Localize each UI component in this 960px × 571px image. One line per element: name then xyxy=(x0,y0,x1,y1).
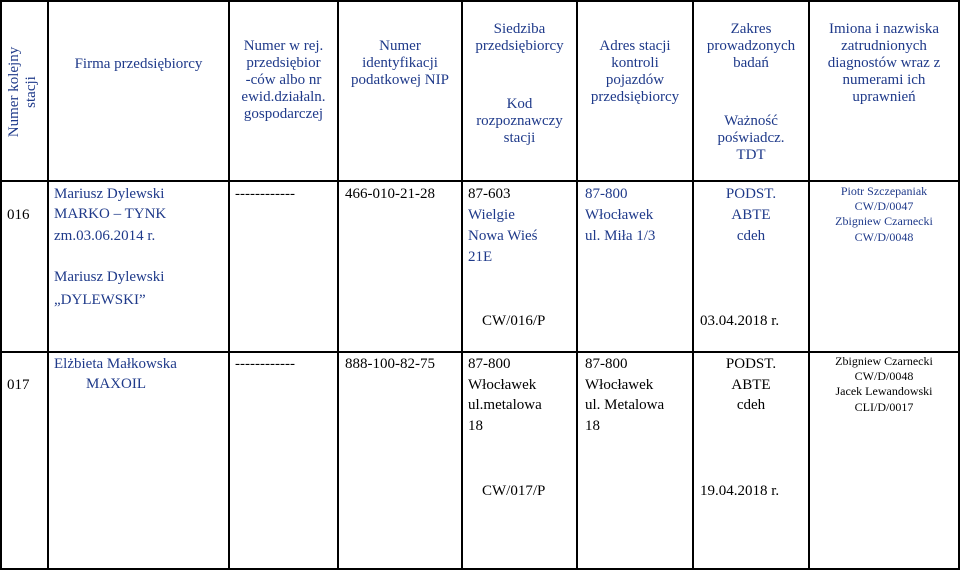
row-017-siedziba-2: Włocławek xyxy=(468,377,537,393)
row-016-adres-2: Włocławek xyxy=(585,207,654,223)
row-016-zakres-3: cdeh xyxy=(736,228,766,244)
row-017-nr: 017 xyxy=(7,377,30,393)
header-nr-rej: Numer w rej. przedsiębior -ców albo nr ewid.działaln. gospodarczej xyxy=(241,38,326,122)
row-016-adres-1: 87-800 xyxy=(585,186,628,202)
row-017-adres-3: ul. Metalowa xyxy=(585,397,665,413)
row-016-adres-3: ul. Miła 1/3 xyxy=(585,228,656,244)
row-016-siedziba-2: Wielgie xyxy=(468,207,515,223)
row-016-diag-2: CW/D/0047 xyxy=(854,199,914,213)
row-017-zakres-1: PODST. xyxy=(725,356,777,372)
row-016-siedziba-1: 87-603 xyxy=(468,186,511,202)
row-016-nr: 016 xyxy=(7,207,30,223)
row-017-adres-1: 87-800 xyxy=(585,356,628,372)
row-017-firma-1: Elżbieta Małkowska xyxy=(54,356,177,372)
row-017-firma-2: MAXOIL xyxy=(86,376,146,392)
header-adres: Adres stacji kontroli pojazdów przedsiębiorcy xyxy=(590,38,680,105)
row-017-diag-4: CLI/D/0017 xyxy=(854,400,914,414)
row-016-firma-4: Mariusz Dylewski xyxy=(54,269,165,285)
row-016-diag-1: Piotr Szczepaniak xyxy=(840,184,928,198)
row-016-zakres-1: PODST. xyxy=(725,186,777,202)
row-016-diag-3: Zbigniew Czarnecki xyxy=(835,214,933,228)
row-016-firma-5: „DYLEWSKI” xyxy=(54,292,146,308)
row-017-siedziba-4: 18 xyxy=(468,418,483,434)
header-nip: Numer identyfikacji podatkowej NIP xyxy=(351,38,449,88)
row-017-zakres-2: ABTE xyxy=(731,377,771,393)
row-016-zakres-2: ABTE xyxy=(731,207,771,223)
row-016-nr-rej: ------------ xyxy=(235,186,295,202)
header-waznosc: Ważność poświadcz. TDT xyxy=(717,113,785,163)
row-017-zakres-3: cdeh xyxy=(736,397,766,413)
row-017-adres-4: 18 xyxy=(585,418,600,434)
row-017-diag-1: Zbigniew Czarnecki xyxy=(835,354,933,368)
header-zakres: Zakres prowadzonych badań xyxy=(706,21,796,71)
row-017-nr-rej: ------------ xyxy=(235,356,295,372)
header-kod: Kod rozpoznawczy stacji xyxy=(476,96,563,146)
row-017-adres-2: Włocławek xyxy=(585,377,654,393)
row-016-nip: 466-010-21-28 xyxy=(345,186,435,202)
row-016-kod: CW/016/P xyxy=(482,313,546,329)
row-016-firma-2: MARKO – TYNK xyxy=(54,206,167,222)
row-016-firma-3: zm.03.06.2014 r. xyxy=(54,228,156,244)
row-016-diag-4: CW/D/0048 xyxy=(854,230,914,244)
header-siedziba: Siedziba przedsiębiorcy xyxy=(475,21,564,54)
row-016-siedziba-3: Nowa Wieś xyxy=(468,228,538,244)
row-017-waznosc: 19.04.2018 r. xyxy=(700,483,780,499)
header-imiona: Imiona i nazwiska zatrudnionych diagnostów wraz z numerami ich uprawnień xyxy=(827,21,941,105)
row-017-siedziba-1: 87-800 xyxy=(468,356,511,372)
row-017-siedziba-3: ul.metalowa xyxy=(468,397,542,413)
header-firma: Firma przedsiębiorcy xyxy=(74,56,203,72)
row-017-nip: 888-100-82-75 xyxy=(345,356,435,372)
row-016-waznosc: 03.04.2018 r. xyxy=(700,313,780,329)
row-017-kod: CW/017/P xyxy=(482,483,546,499)
row-016-siedziba-4: 21E xyxy=(468,249,493,265)
row-017-diag-3: Jacek Lewandowski xyxy=(835,384,933,398)
row-017-diag-2: CW/D/0048 xyxy=(854,369,914,383)
header-nr-kolejny: Numer kolejny stacji xyxy=(6,46,39,138)
row-016-firma-1: Mariusz Dylewski xyxy=(54,186,165,202)
